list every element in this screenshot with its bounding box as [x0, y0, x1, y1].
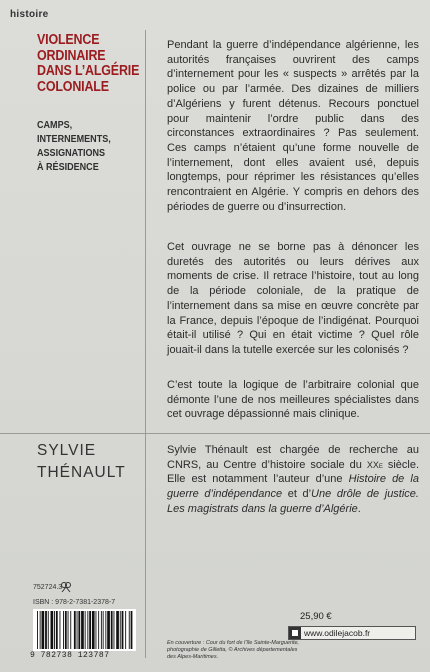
- publisher-url-text: www.odilejacob.fr: [304, 628, 371, 638]
- publisher-logo-icon: [289, 627, 301, 639]
- barcode-bar: [51, 611, 54, 649]
- bio-text: Sylvie Thénault est chargée de recherche au CNRS, au Centre d’histoire sociale du: [167, 444, 419, 471]
- barcode-bar: [111, 611, 113, 649]
- series-label: histoire: [10, 9, 49, 20]
- barcode-bar: [87, 611, 88, 649]
- bio-text: et d’: [282, 488, 312, 501]
- ean-number: 9 782738 123787: [30, 651, 110, 660]
- bio-book-title: Histoire de la guerre d’indépendance: [167, 473, 419, 501]
- barcode-bar: [85, 611, 86, 649]
- blurb-paragraph-1: Pendant la guerre d’indépendance algérienne, les autorités françaises ouvrirent des camps d’internement pour les « suspects » arrêtés par la police ou par l’armée. Des dizaines de milliers d’Algériens y furent détenus. Recours ponctuel pour maintenir l’ordre public dans des circonstances extraordinaires ? Pas seulement. Ces camps n’étaient qu’une forme nouvelle de l’internement, dont elles avaient usé, depuis longtemps, pour réprimer les résistances qu’elles rencontraient en Algérie. Y compris en dehors des périodes de guerre ou d’insurrection.: [167, 39, 419, 213]
- horizontal-divider: [0, 433, 430, 434]
- barcode-bar: [56, 611, 58, 649]
- barcode-bar: [92, 611, 95, 649]
- book-title: [37, 33, 145, 95]
- publisher-mark-icon: [60, 581, 72, 593]
- barcode-bar: [77, 611, 78, 649]
- barcode-bar: [129, 611, 130, 649]
- internal-code: 752724.3: [33, 584, 63, 591]
- price: 25,90 €: [300, 611, 332, 622]
- bio-book-title: Une drôle de justice. Les magistrats dans la guerre d’Algérie: [167, 488, 419, 515]
- title-line: VIOLENCE: [37, 32, 100, 48]
- subtitle-line: CAMPS, INTERNEMENTS,: [37, 119, 111, 145]
- barcode-bar: [37, 611, 38, 649]
- barcode-bar: [42, 611, 45, 649]
- barcode-bar: [96, 611, 97, 649]
- barcode-bar: [78, 611, 80, 649]
- barcode-bar: [116, 611, 119, 649]
- barcode-bar: [105, 611, 106, 649]
- barcode-bar: [54, 611, 55, 649]
- barcode-bar: [125, 611, 126, 649]
- isbn: ISBN : 978-2-7381-2378-7: [33, 599, 116, 606]
- subtitle-line: À RÉSIDENCE: [37, 161, 99, 173]
- title-line: DANS L’ALGÉRIE: [37, 63, 140, 79]
- title-line: COLONIALE: [37, 78, 109, 95]
- author-last-name: THÉNAULT: [37, 464, 126, 481]
- barcode-bar: [48, 611, 49, 649]
- author-bio: [167, 443, 419, 517]
- barcode-bar: [107, 611, 110, 649]
- bio-text: .: [357, 502, 361, 515]
- book-subtitle: [37, 118, 147, 174]
- barcode-bar: [74, 611, 76, 649]
- barcode-bar: [120, 611, 121, 649]
- title-line: ORDINAIRE: [37, 47, 106, 64]
- barcode-bar: [81, 611, 84, 649]
- barcode-bar: [98, 611, 99, 649]
- barcode-bar: [70, 611, 71, 649]
- barcode: [33, 609, 136, 651]
- author-name: [37, 440, 126, 484]
- barcode-bar: [65, 611, 67, 649]
- barcode-bar: [122, 611, 124, 649]
- barcode-bars: [33, 609, 136, 651]
- barcode-bar: [103, 611, 104, 649]
- bio-text: siècle. Elle est notamment l’auteur d’une: [167, 458, 419, 486]
- barcode-bar: [89, 611, 91, 649]
- subtitle-line: ASSIGNATIONS: [37, 147, 106, 159]
- barcode-bar: [45, 611, 47, 649]
- publisher-url[interactable]: [288, 626, 416, 640]
- author-first-name: SYLVIE: [37, 442, 97, 459]
- bio-century: XXe: [366, 459, 383, 470]
- barcode-bar: [40, 611, 41, 649]
- blurb-paragraph-3: C’est toute la logique de l’arbitraire colonial que démonte l’une de nos meilleures spécialistes dans cet ouvrage dépassionné mais clinique.: [167, 379, 419, 421]
- blurb-paragraph-2: Cet ouvrage ne se borne pas à dénoncer les duretés des autorités ou leurs dérives aux moments de crise. Il retrace l’histoire, tout au long de la période coloniale, de la pratique de l’internement dans sa mise en œuvre concrète par la France, depuis l’époque de l’indigénat. Pourquoi était-il utilisé ? Qui en était victime ? Quel rôle jouait-il dans la tutelle exercée sur les colonisés ?: [167, 241, 419, 356]
- barcode-bar: [101, 611, 102, 649]
- barcode-bar: [114, 611, 115, 649]
- barcode-bar: [68, 611, 69, 649]
- barcode-bar: [131, 611, 133, 649]
- cover-credits: En couverture : Cour du fort de l’île Sainte-Marguerite, photographie de Gilletta, © Archives départementales des Alpes-Maritimes.: [167, 640, 300, 660]
- barcode-bar: [60, 611, 61, 649]
- barcode-bar: [63, 611, 64, 649]
